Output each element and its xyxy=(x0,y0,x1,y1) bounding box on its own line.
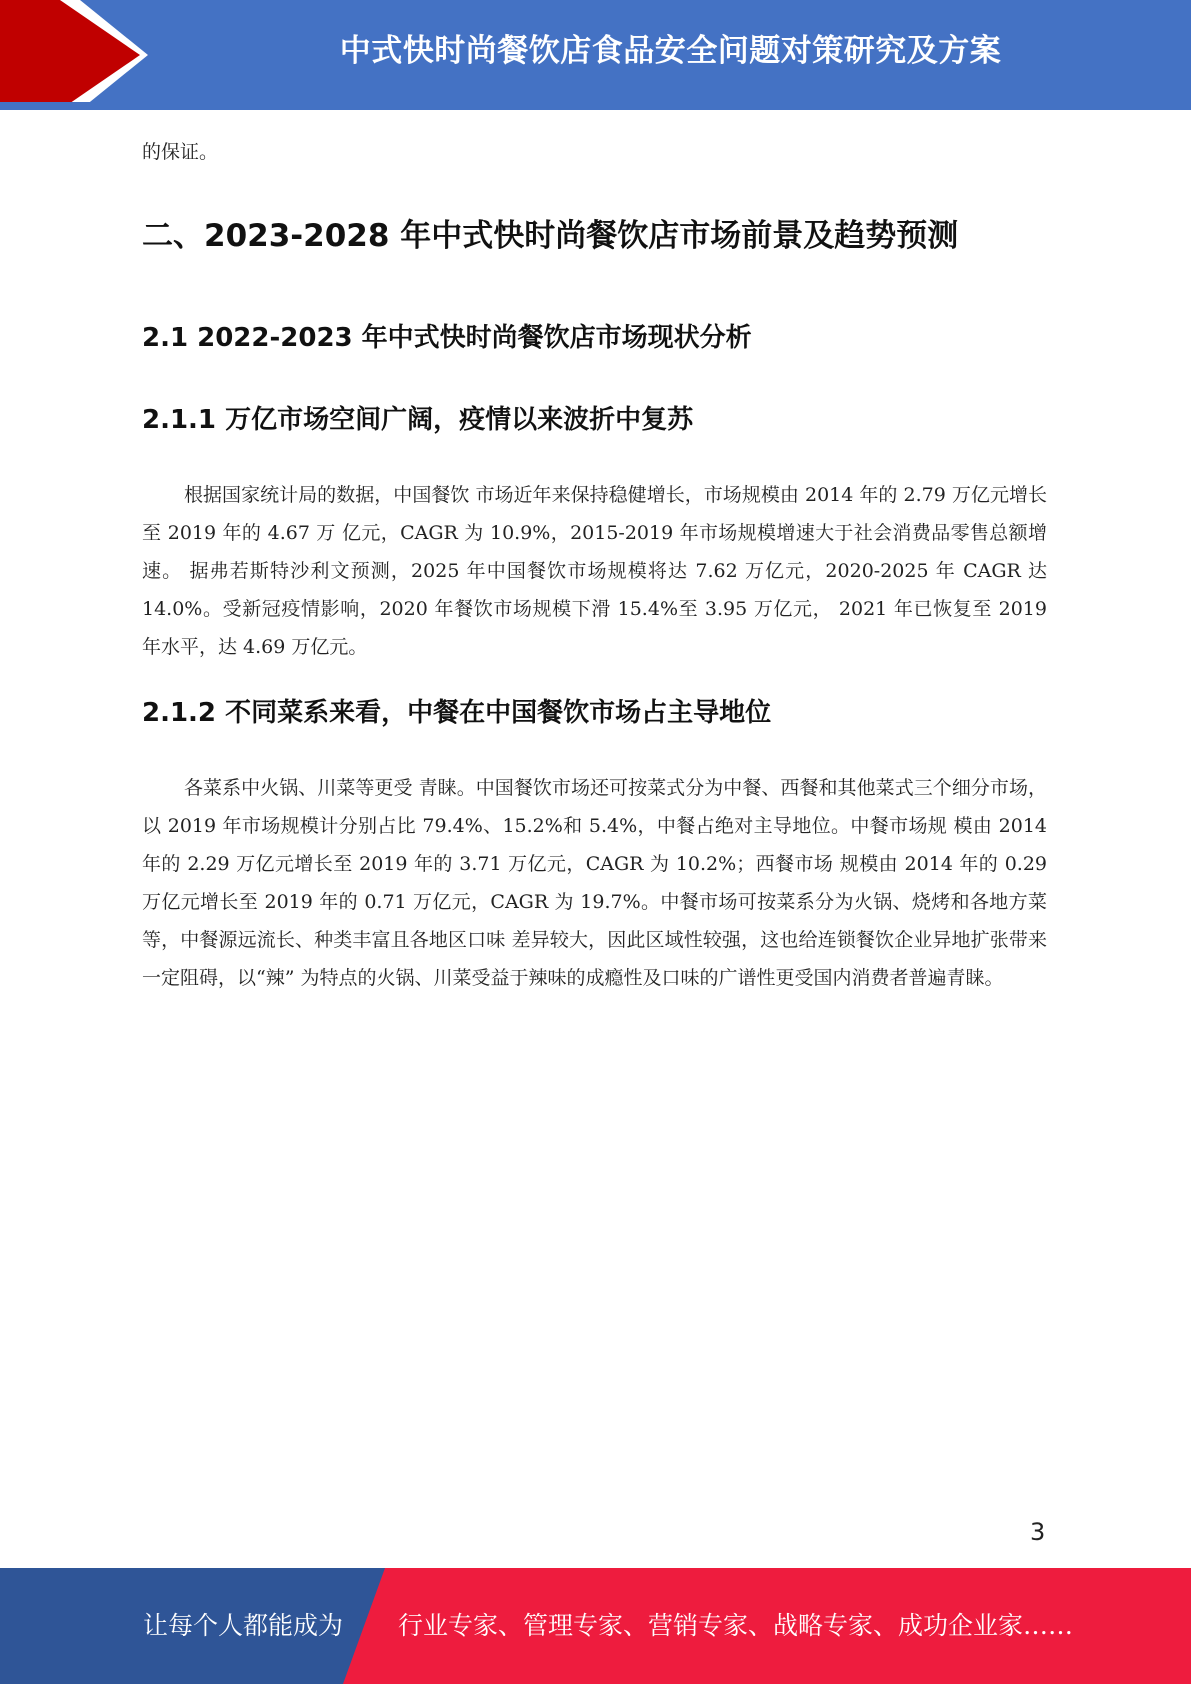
footer-slogan-right: 行业专家、管理专家、营销专家、战略专家、成功企业家…… xyxy=(398,1611,1074,1640)
chapter-heading: 二、2023-2028 年中式快时尚餐饮店市场前景及趋势预测 xyxy=(142,218,959,254)
section-heading: 2.1 2022-2023 年中式快时尚餐饮店市场现状分析 xyxy=(142,323,752,353)
paragraph-cuisine: 各菜系中火锅、川菜等更受 青睐。中国餐饮市场还可按菜式分为中餐、西餐和其他菜式三个细分市场，以 2019 年市场规模计分别占比 79.4%、15.2%和 5.4%，中餐占绝对主导地位。中餐市场规 模由 2014 年的 2.29 万亿元增长至 2019 年的 3.71 万亿元，CAGR 为 10.2%；西餐市场 规模由 2014 年的 0.29 万亿元增长至 2019 年的 0.71 万亿元，CAGR 为 19.7%。中餐市场可按菜系分为火锅、烧烤和各地方菜等，中餐源远流长、种类丰富且各地区口味 差异较大，因此区域性较强，这也给连锁餐饮企业异地扩张带来一定阻碍，以“辣” 为特点的火锅、川菜受益于辣味的成瘾性及口味的广谱性更受国内消费者普遍青睐。 xyxy=(142,777,1047,989)
footer-slogan-left: 让每个人都能成为 xyxy=(143,1611,344,1640)
document-title: 中式快时尚餐饮店食品安全问题对策研究及方案 xyxy=(339,33,1002,69)
page-header xyxy=(0,0,1191,110)
page-number: 3 xyxy=(1030,1518,1046,1546)
page-footer xyxy=(0,1568,1191,1684)
subsection-heading-cuisine: 2.1.2 不同菜系来看，中餐在中国餐饮市场占主导地位 xyxy=(142,698,772,728)
continued-text: 的保证。 xyxy=(142,141,219,163)
subsection-heading-market-space: 2.1.1 万亿市场空间广阔，疫情以来波折中复苏 xyxy=(142,405,694,435)
paragraph-market-space: 根据国家统计局的数据，中国餐饮 市场近年来保持稳健增长，市场规模由 2014 年的 2.79 万亿元增长至 2019 年的 4.67 万 亿元，CAGR 为 10.9%，2015-2019 年市场规模增速大于社会消费品零售总额增速。 据弗若斯特沙利文预测，2025 年中国餐饮市场规模将达 7.62 万亿元，2020-2025 年 CAGR 达 14.0%。受新冠疫情影响，2020 年餐饮市场规模下滑 15.4%至 3.95 万亿元， 2021 年已恢复至 2019 年水平，达 4.69 万亿元。 xyxy=(142,484,1047,658)
